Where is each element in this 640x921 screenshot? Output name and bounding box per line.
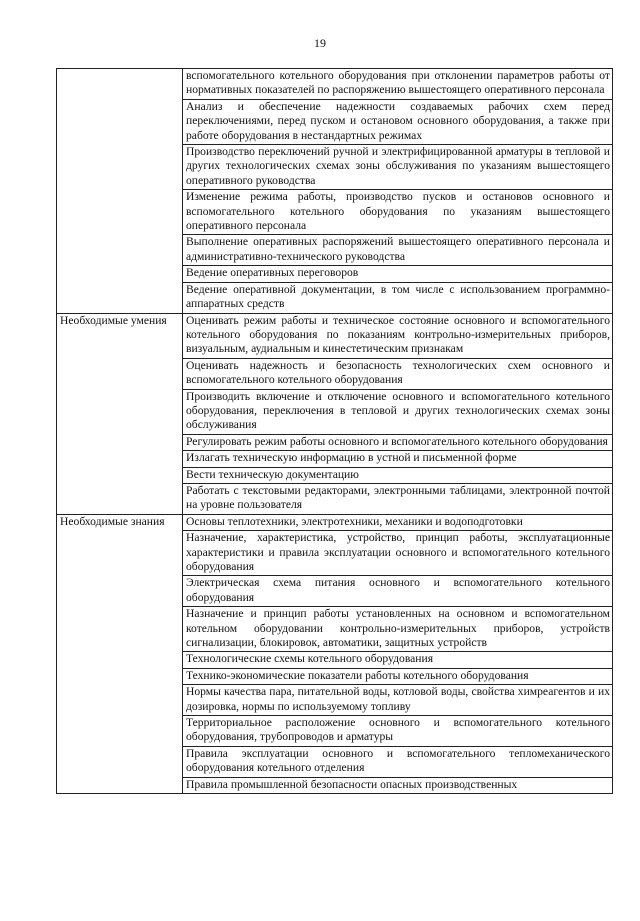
list-item: Территориальное расположение основного и вспомогательного котельного оборудования, трубопроводов и арматуры <box>183 716 613 747</box>
list-item: Работать с текстовыми редакторами, электронными таблицами, электронной почтой на уровне пользователя <box>183 483 613 514</box>
list-item: Нормы качества пара, питательной воды, котловой воды, свойства химреагентов и их дозировка, нормы по используемому топливу <box>183 685 613 716</box>
list-item: Технологические схемы котельного оборудования <box>183 652 613 668</box>
table-row <box>57 69 613 100</box>
section-label-knowledge: Необходимые знания <box>57 514 183 793</box>
list-item: вспомогательного котельного оборудования при отклонении параметров работы от нормативных показателей по распоряжению вышестоящего оперативного персонала <box>183 69 613 100</box>
list-item: Изменение режима работы, производство пусков и остановов основного и вспомогательного котельного оборудования по указаниям вышестоящего оперативного персонала <box>183 190 613 235</box>
table-row <box>57 514 613 530</box>
list-item: Ведение оперативной документации, в том числе с использованием программно-аппаратных средств <box>183 282 613 313</box>
section-label-skills: Необходимые умения <box>57 313 183 514</box>
list-item: Оценивать надежность и безопасность технологических схем основного и вспомогательного котельного оборудования <box>183 358 613 389</box>
page-number: 19 <box>314 36 326 50</box>
list-item: Основы теплотехники, электротехники, механики и водоподготовки <box>183 514 613 530</box>
section-label-empty <box>57 69 183 314</box>
list-item: Назначение, характеристика, устройство, принцип работы, эксплуатационные характеристики и правила эксплуатации основного и вспомогательного котельного оборудования <box>183 531 613 576</box>
list-item: Производство переключений ручной и электрифицированной арматуры в тепловой и других технологических схемах зоны обслуживания по указаниям вышестоящего оперативного руководства <box>183 145 613 190</box>
list-item: Электрическая схема питания основного и вспомогательного котельного оборудования <box>183 576 613 607</box>
list-item: Вести техническую документацию <box>183 467 613 483</box>
table-row <box>57 313 613 358</box>
list-item: Технико-экономические показатели работы котельного оборудования <box>183 668 613 684</box>
list-item: Правила эксплуатации основного и вспомогательного тепломеханического оборудования котельного отделения <box>183 746 613 777</box>
list-item: Излагать техническую информацию в устной и письменной форме <box>183 451 613 467</box>
list-item: Оценивать режим работы и техническое состояние основного и вспомогательного котельного оборудования по показаниям контрольно-измерительных приборов, визуальным, аудиальным и кинестетическим признакам <box>183 313 613 358</box>
competency-table <box>56 68 613 794</box>
list-item: Анализ и обеспечение надежности создаваемых рабочих схем перед переключениями, перед пуском и остановом основного оборудования, а также при работе оборудования в нестандартных режимах <box>183 99 613 144</box>
list-item: Производить включение и отключение основного и вспомогательного котельного оборудования, переключения в тепловой и других технологических схемах зоны обслуживания <box>183 389 613 434</box>
list-item: Регулировать режим работы основного и вспомогательного котельного оборудования <box>183 434 613 450</box>
list-item: Назначение и принцип работы установленных на основном и вспомогательном котельном оборудовании контрольно-измерительных приборов, устройств сигнализации, блокировок, автоматики, защитных устройств <box>183 607 613 652</box>
list-item: Правила промышленной безопасности опасных производственных <box>183 777 613 793</box>
list-item: Выполнение оперативных распоряжений вышестоящего оперативного персонала и административно-технического руководства <box>183 235 613 266</box>
list-item: Ведение оперативных переговоров <box>183 266 613 282</box>
